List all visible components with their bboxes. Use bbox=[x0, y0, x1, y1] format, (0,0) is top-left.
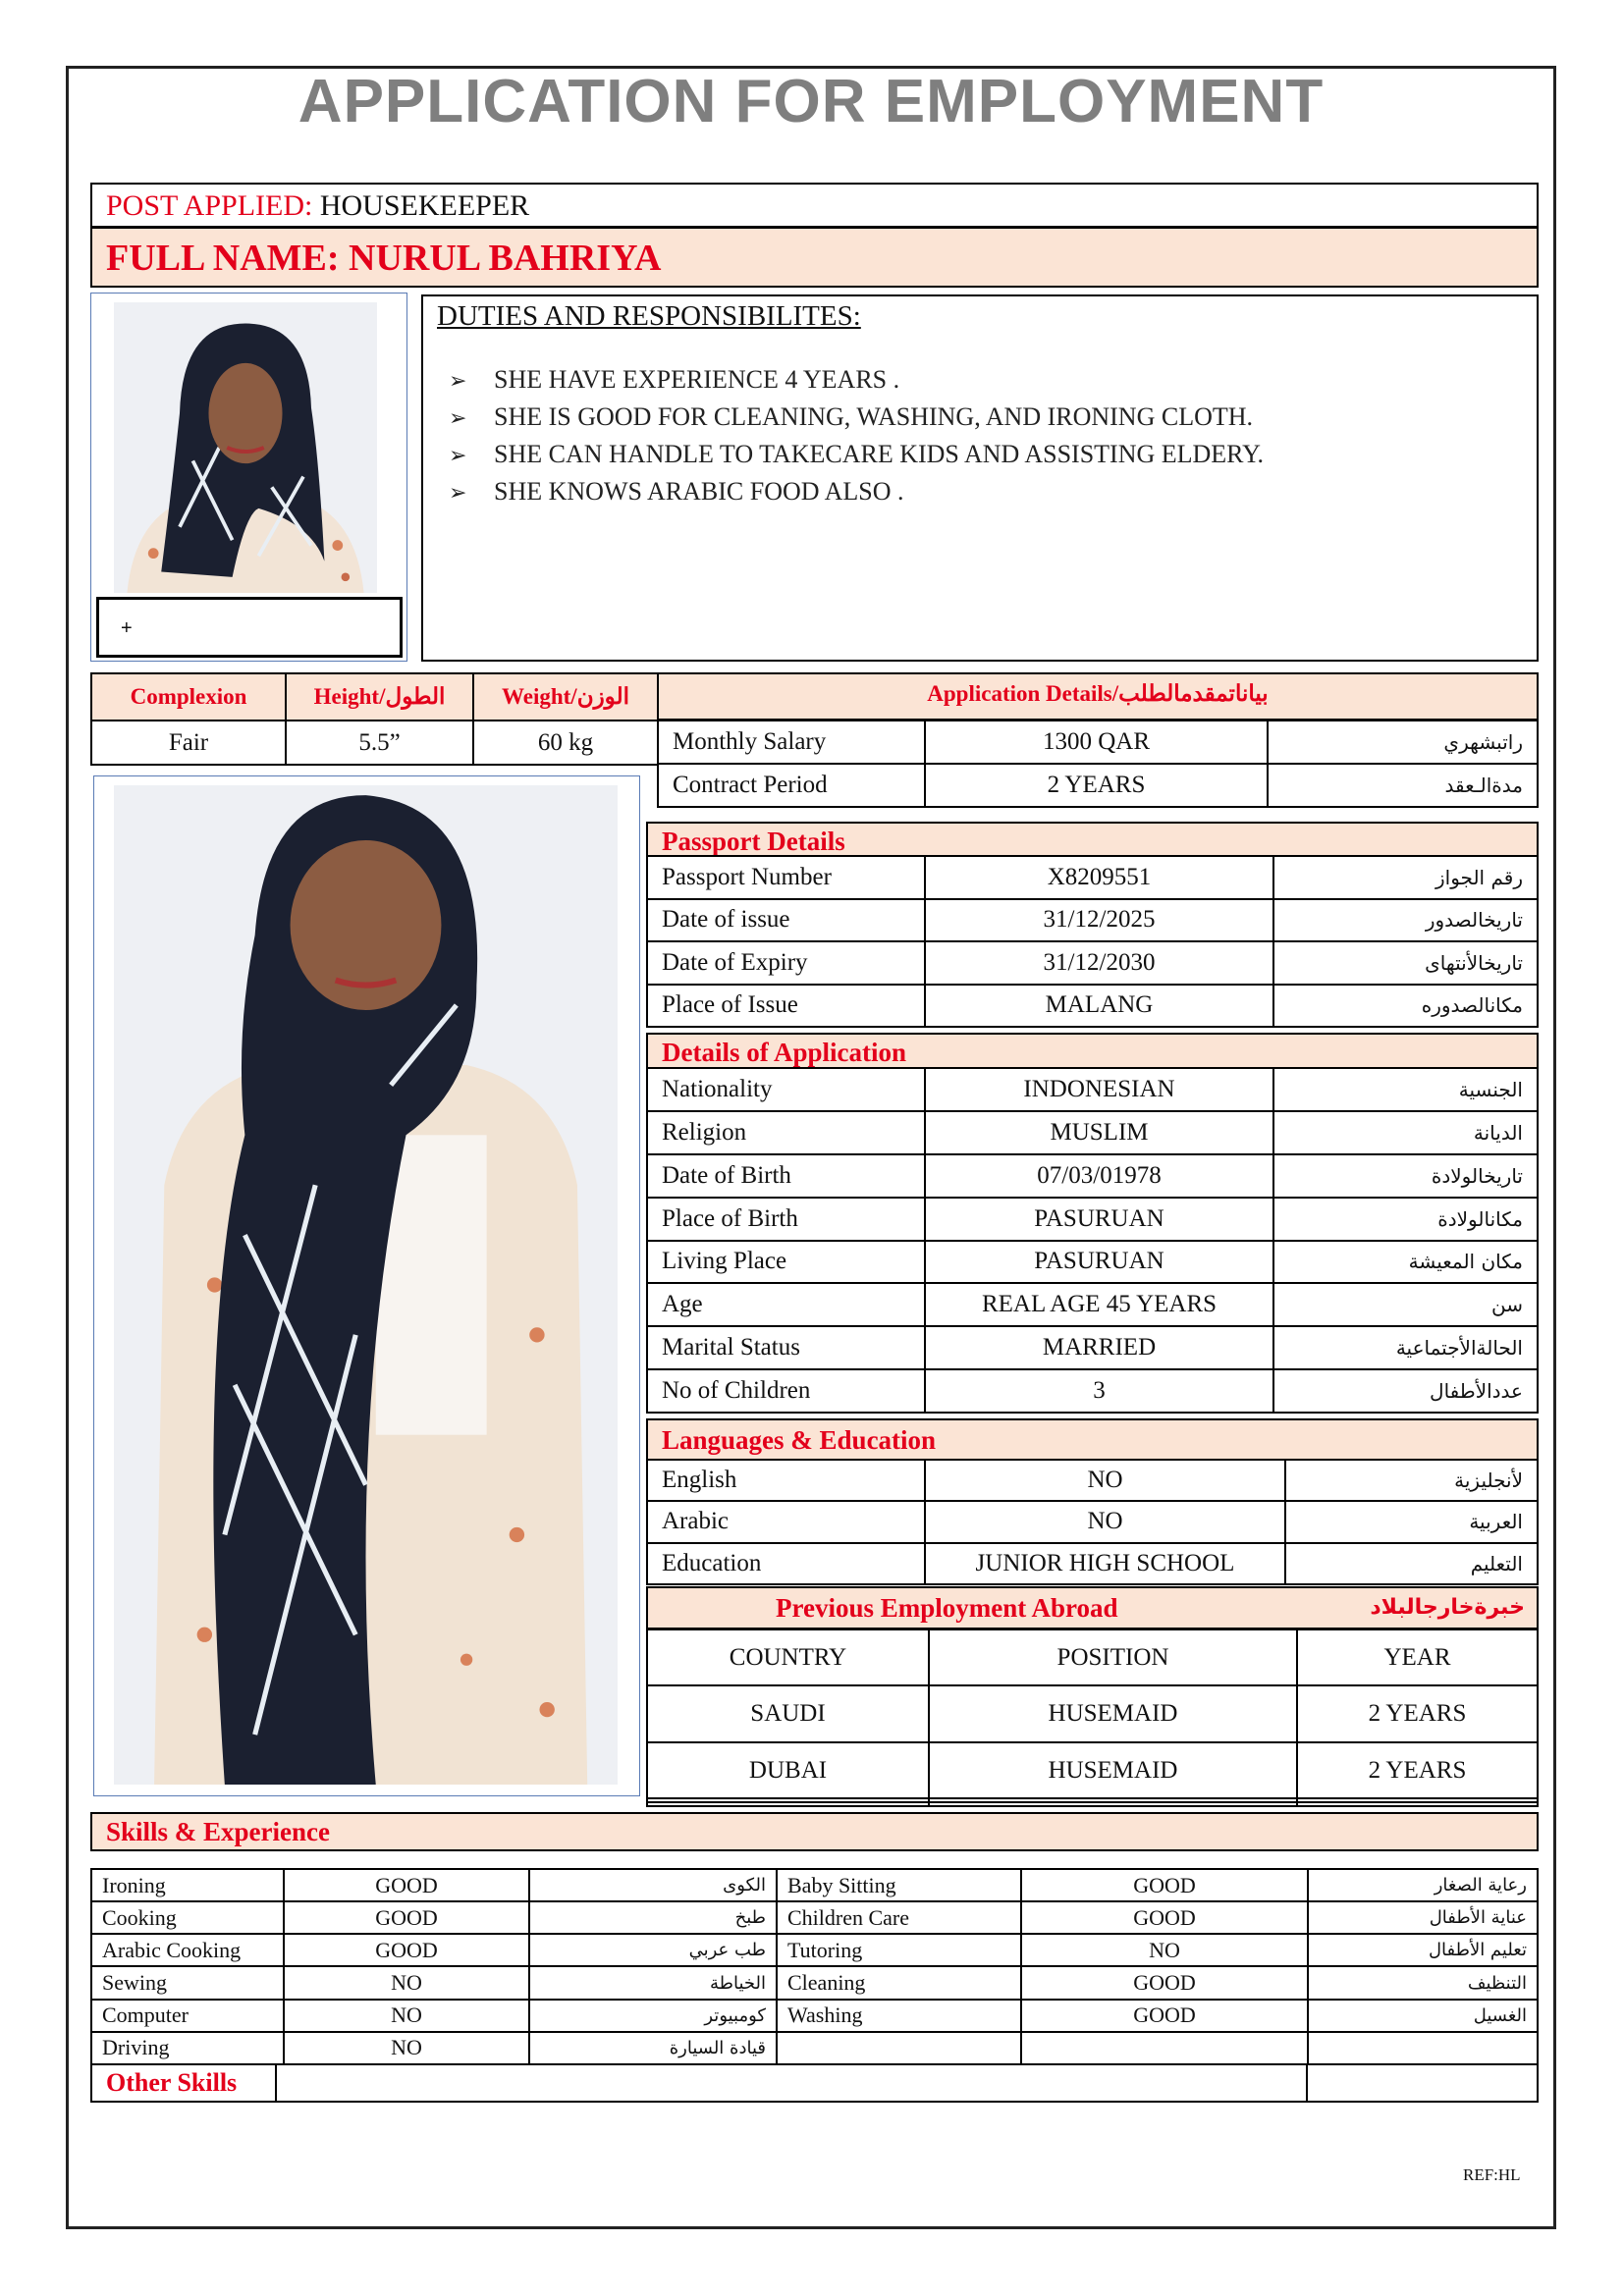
full-name-value: NURUL BAHRIYA bbox=[339, 238, 662, 279]
employment-position: HUSEMAID bbox=[929, 1742, 1297, 1798]
skill-name-ar bbox=[1308, 2032, 1538, 2064]
table-row bbox=[91, 1901, 1538, 1934]
employment-year: 2 YEARS bbox=[1297, 1742, 1538, 1798]
employment-year bbox=[1297, 1802, 1538, 1806]
skill-level: GOOD bbox=[1021, 1869, 1308, 1901]
previous-employment-table bbox=[646, 1629, 1539, 1807]
table-row bbox=[647, 1460, 1538, 1501]
table-row bbox=[647, 1111, 1538, 1154]
details-table bbox=[646, 1067, 1539, 1414]
skill-name: Cleaning bbox=[777, 1966, 1021, 1999]
field-label: Place of Issue bbox=[647, 985, 925, 1028]
field-label: Nationality bbox=[647, 1068, 925, 1111]
physical-value: 60 kg bbox=[473, 721, 658, 765]
field-value: 07/03/01978 bbox=[925, 1154, 1273, 1198]
field-label-ar: لأنجليزية bbox=[1285, 1460, 1538, 1501]
table-row bbox=[658, 721, 1538, 764]
skill-name: Sewing bbox=[91, 1966, 284, 1999]
detail-label: Monthly Salary bbox=[658, 721, 925, 764]
field-value: X8209551 bbox=[925, 856, 1273, 899]
table-row bbox=[647, 1369, 1538, 1413]
table-row bbox=[647, 1629, 1538, 1685]
table-row bbox=[647, 1241, 1538, 1284]
field-label: Date of Birth bbox=[647, 1154, 925, 1198]
post-applied-row bbox=[90, 183, 1539, 228]
arrow-bullet-icon: ➢ bbox=[449, 444, 467, 468]
arrow-bullet-icon: ➢ bbox=[449, 369, 467, 394]
table-row bbox=[647, 1685, 1538, 1741]
field-label-ar: مكانالصدوره bbox=[1273, 985, 1538, 1028]
physical-header: Complexion bbox=[91, 673, 286, 721]
other-skills-label: Other Skills bbox=[91, 2064, 276, 2102]
field-label: English bbox=[647, 1460, 925, 1501]
duty-item bbox=[449, 474, 1523, 511]
field-value: 31/12/2030 bbox=[925, 941, 1273, 985]
field-label-ar: مكانالولادة bbox=[1273, 1198, 1538, 1241]
passport-details-header: Passport Details bbox=[646, 822, 1539, 857]
table-row bbox=[658, 764, 1538, 807]
skill-level: GOOD bbox=[1021, 1901, 1308, 1934]
skill-name: Computer bbox=[91, 2000, 284, 2032]
field-value: NO bbox=[925, 1501, 1285, 1542]
employment-year: 2 YEARS bbox=[1297, 1685, 1538, 1741]
field-label-ar: التعليم bbox=[1285, 1543, 1538, 1584]
skill-name bbox=[777, 2032, 1021, 2064]
physical-table bbox=[90, 672, 659, 766]
employment-country: DUBAI bbox=[647, 1742, 929, 1798]
duty-text: SHE KNOWS ARABIC FOOD ALSO . bbox=[494, 477, 904, 506]
full-name-label: FULL NAME: bbox=[106, 238, 340, 279]
table-row bbox=[91, 1966, 1538, 1999]
table-row bbox=[647, 1802, 1538, 1806]
physical-header: Height/الطول bbox=[286, 673, 473, 721]
physical-value: 5.5” bbox=[286, 721, 473, 765]
detail-label-ar: راتبشهري bbox=[1268, 721, 1538, 764]
skill-name-ar: الكوى bbox=[529, 1869, 777, 1901]
table-row bbox=[647, 1154, 1538, 1198]
skill-name-ar: رعاية الصغار bbox=[1308, 1869, 1538, 1901]
details-of-application-header: Details of Application bbox=[646, 1033, 1539, 1069]
skill-name-ar: التنظيف bbox=[1308, 1966, 1538, 1999]
page-title: APPLICATION FOR EMPLOYMENT bbox=[298, 68, 1325, 135]
table-row bbox=[647, 1543, 1538, 1584]
employment-country: SAUDI bbox=[647, 1685, 929, 1741]
skill-level: NO bbox=[284, 2032, 529, 2064]
duty-text: SHE CAN HANDLE TO TAKECARE KIDS AND ASSISTING ELDERY. bbox=[494, 440, 1264, 468]
skill-level: GOOD bbox=[1021, 1966, 1308, 1999]
skill-level bbox=[1021, 2032, 1308, 2064]
table-row bbox=[647, 856, 1538, 899]
table-row bbox=[647, 1501, 1538, 1542]
field-value: REAL AGE 45 YEARS bbox=[925, 1283, 1273, 1326]
skill-level: GOOD bbox=[284, 1934, 529, 1966]
duties-list bbox=[449, 362, 1523, 511]
duty-text: SHE IS GOOD FOR CLEANING, WASHING, AND IRONING CLOTH. bbox=[494, 402, 1254, 431]
detail-label: Contract Period bbox=[658, 764, 925, 807]
field-label-ar: عددالأطفال bbox=[1273, 1369, 1538, 1413]
table-row bbox=[647, 1068, 1538, 1111]
field-label: Age bbox=[647, 1283, 925, 1326]
field-label-ar: تاريخالصدور bbox=[1273, 899, 1538, 942]
field-label-ar: الجنسية bbox=[1273, 1068, 1538, 1111]
application-details-table bbox=[657, 720, 1539, 808]
field-value: JUNIOR HIGH SCHOOL bbox=[925, 1543, 1285, 1584]
field-label: Living Place bbox=[647, 1241, 925, 1284]
table-row bbox=[647, 1742, 1538, 1798]
skill-name-ar: طبخ bbox=[529, 1901, 777, 1934]
field-label-ar: سن bbox=[1273, 1283, 1538, 1326]
field-label-ar: رقم الجواز bbox=[1273, 856, 1538, 899]
field-label: Arabic bbox=[647, 1501, 925, 1542]
other-skills-extra bbox=[1307, 2064, 1538, 2102]
table-row bbox=[647, 899, 1538, 942]
skill-name: Baby Sitting bbox=[777, 1869, 1021, 1901]
employment-position: HUSEMAID bbox=[929, 1685, 1297, 1741]
post-applied-label: POST APPLIED: bbox=[106, 189, 313, 222]
skill-level: GOOD bbox=[284, 1869, 529, 1901]
employment-country: COUNTRY bbox=[647, 1629, 929, 1685]
field-value: MARRIED bbox=[925, 1326, 1273, 1369]
applicant-full-photo bbox=[114, 785, 618, 1785]
field-value: 31/12/2025 bbox=[925, 899, 1273, 942]
detail-label-ar: مدةالـعقد bbox=[1268, 764, 1538, 807]
duties-box bbox=[421, 294, 1539, 662]
applicant-portrait-photo bbox=[114, 302, 377, 593]
languages-education-header: Languages & Education bbox=[646, 1418, 1539, 1461]
field-label: No of Children bbox=[647, 1369, 925, 1413]
field-label-ar: الحالةالأجتماعية bbox=[1273, 1326, 1538, 1369]
field-label: Date of issue bbox=[647, 899, 925, 942]
physical-header: Weight/الوزن bbox=[473, 673, 658, 721]
detail-value: 1300 QAR bbox=[925, 721, 1268, 764]
skill-name-ar: قيادة السيارة bbox=[529, 2032, 777, 2064]
passport-table bbox=[646, 855, 1539, 1028]
field-label: Religion bbox=[647, 1111, 925, 1154]
field-label-ar: تاريخالأنتهاى bbox=[1273, 941, 1538, 985]
field-label-ar: مكان المعيشة bbox=[1273, 1241, 1538, 1284]
employment-position bbox=[929, 1802, 1297, 1806]
post-applied-value: HOUSEKEEPER bbox=[312, 189, 530, 222]
table-row bbox=[647, 985, 1538, 1028]
field-label: Education bbox=[647, 1543, 925, 1584]
skill-name: Tutoring bbox=[777, 1934, 1021, 1966]
previous-employment-title: Previous Employment Abroad bbox=[776, 1593, 1118, 1623]
field-value: MALANG bbox=[925, 985, 1273, 1028]
skill-name: Arabic Cooking bbox=[91, 1934, 284, 1966]
skills-table bbox=[90, 1868, 1539, 2065]
skill-name: Children Care bbox=[777, 1901, 1021, 1934]
employment-year: YEAR bbox=[1297, 1629, 1538, 1685]
skill-level: NO bbox=[284, 1966, 529, 1999]
duty-item bbox=[449, 400, 1523, 437]
other-skills-row bbox=[90, 2063, 1539, 2103]
field-label-ar: الديانة bbox=[1273, 1111, 1538, 1154]
table-row bbox=[647, 1283, 1538, 1326]
full-name-row bbox=[90, 227, 1539, 288]
field-label: Marital Status bbox=[647, 1326, 925, 1369]
table-row bbox=[647, 941, 1538, 985]
employment-position: POSITION bbox=[929, 1629, 1297, 1685]
field-label-ar: العربية bbox=[1285, 1501, 1538, 1542]
skill-level: NO bbox=[284, 2000, 529, 2032]
table-row bbox=[91, 2032, 1538, 2064]
field-label-ar: تاريخالولادة bbox=[1273, 1154, 1538, 1198]
photo-caption-box: + bbox=[96, 597, 403, 658]
skill-name-ar: تعليم الأطفال bbox=[1308, 1934, 1538, 1966]
field-label: Passport Number bbox=[647, 856, 925, 899]
skill-name-ar: طب عربي bbox=[529, 1934, 777, 1966]
application-details-header: Application Details/بياناتمقدمالطلب bbox=[657, 672, 1539, 721]
field-label: Place of Birth bbox=[647, 1198, 925, 1241]
employment-country bbox=[647, 1802, 929, 1806]
skill-level: GOOD bbox=[284, 1901, 529, 1934]
table-row bbox=[91, 1934, 1538, 1966]
field-value: INDONESIAN bbox=[925, 1068, 1273, 1111]
arrow-bullet-icon: ➢ bbox=[449, 406, 467, 431]
field-label: Date of Expiry bbox=[647, 941, 925, 985]
skill-level: NO bbox=[1021, 1934, 1308, 1966]
arrow-bullet-icon: ➢ bbox=[449, 481, 467, 506]
field-value: PASURUAN bbox=[925, 1198, 1273, 1241]
duty-item bbox=[449, 362, 1523, 400]
table-row bbox=[647, 1198, 1538, 1241]
duty-item bbox=[449, 437, 1523, 474]
previous-employment-title-ar: خبرةخارجالبلاد bbox=[1370, 1595, 1525, 1620]
skill-name-ar: الغسيل bbox=[1308, 2000, 1538, 2032]
field-value: 3 bbox=[925, 1369, 1273, 1413]
field-value: NO bbox=[925, 1460, 1285, 1501]
skill-name-ar: كومبيوتر bbox=[529, 2000, 777, 2032]
previous-employment-header bbox=[646, 1586, 1539, 1629]
field-value: PASURUAN bbox=[925, 1241, 1273, 1284]
duty-text: SHE HAVE EXPERIENCE 4 YEARS . bbox=[494, 365, 900, 394]
reference-code: REF:HL bbox=[1463, 2165, 1521, 2184]
other-skills-value[interactable] bbox=[276, 2064, 1307, 2102]
table-row bbox=[91, 1869, 1538, 1901]
skill-name: Ironing bbox=[91, 1869, 284, 1901]
skill-name: Cooking bbox=[91, 1901, 284, 1934]
detail-value: 2 YEARS bbox=[925, 764, 1268, 807]
skill-name: Driving bbox=[91, 2032, 284, 2064]
skill-name-ar: الخياطة bbox=[529, 1966, 777, 1999]
skill-name: Washing bbox=[777, 2000, 1021, 2032]
skill-name-ar: عناية الأطفال bbox=[1308, 1901, 1538, 1934]
skills-experience-header: Skills & Experience bbox=[90, 1812, 1539, 1851]
table-row bbox=[647, 1326, 1538, 1369]
table-row bbox=[91, 2000, 1538, 2032]
duties-heading: DUTIES AND RESPONSIBILITES: bbox=[437, 300, 861, 332]
skill-level: GOOD bbox=[1021, 2000, 1308, 2032]
physical-value: Fair bbox=[91, 721, 286, 765]
languages-table bbox=[646, 1459, 1539, 1585]
field-value: MUSLIM bbox=[925, 1111, 1273, 1154]
